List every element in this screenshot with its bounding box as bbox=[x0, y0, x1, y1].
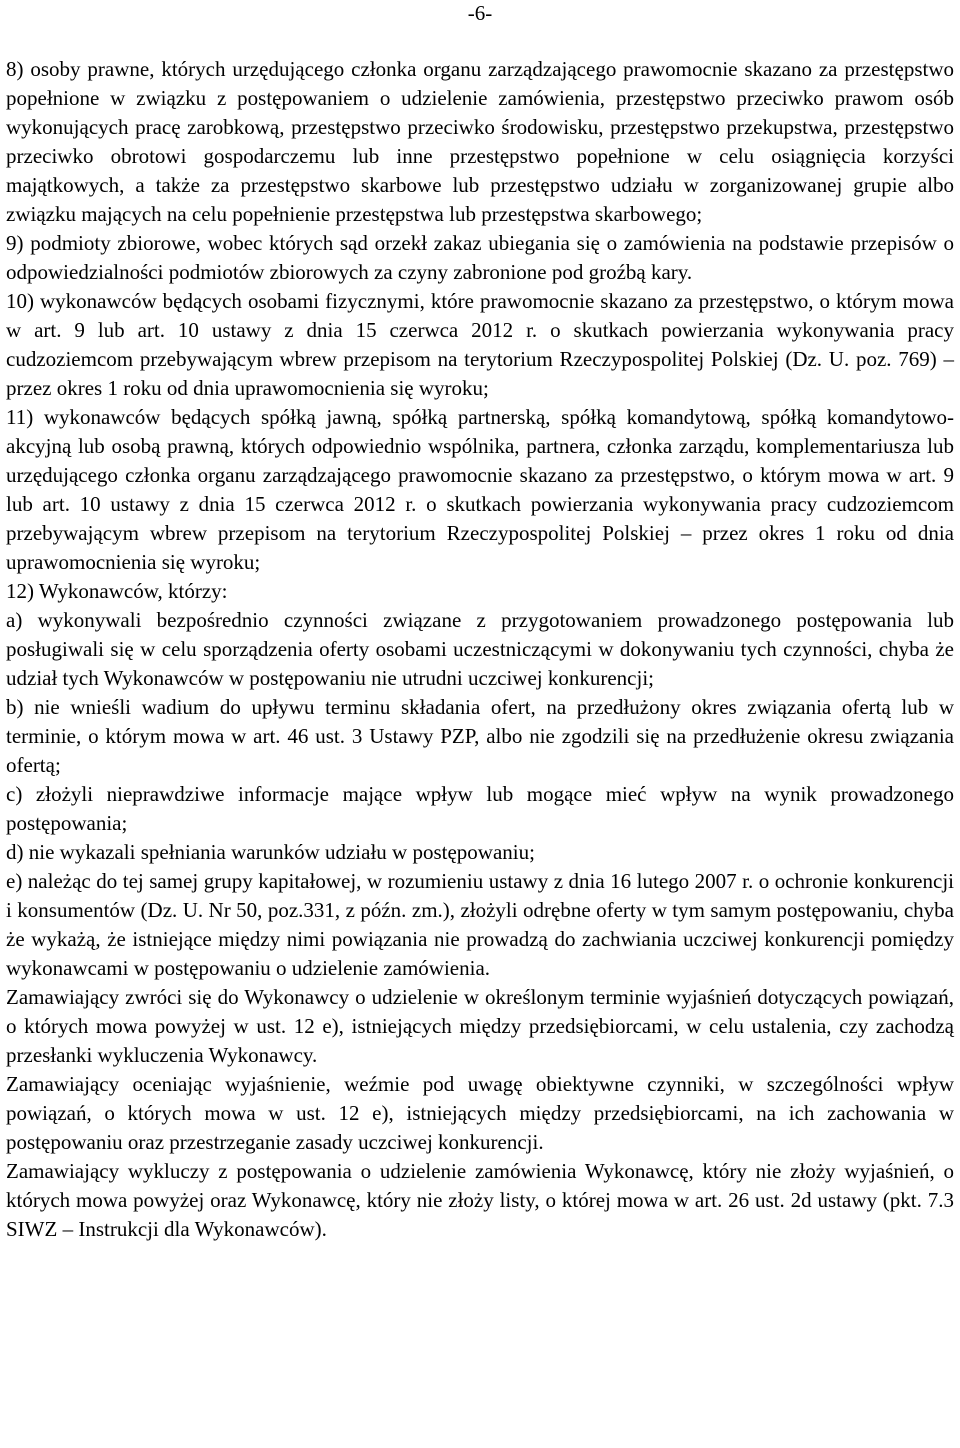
paragraph-item-12c: c) złożyli nieprawdziwe informacje mające wpływ lub mogące mieć wpływ na wynik prowadzonego postępowania; bbox=[6, 782, 954, 835]
page-number: -6- bbox=[467, 1, 493, 25]
document-body bbox=[6, 55, 954, 1244]
paragraph-exclusion: Zamawiający wykluczy z postępowania o udzielenie zamówienia Wykonawcę, który nie złoży wyjaśnień, o których mowa powyżej oraz Wykonawcę, który nie złoży listy, o której mowa w art. 26 ust. 2d ustawy (pkt. 7.3 SIWZ – Instrukcji dla Wykonawców). bbox=[6, 1159, 954, 1241]
paragraph-explanation-request: Zamawiający zwróci się do Wykonawcy o udzielenie w określonym terminie wyjaśnień dotyczących powiązań, o których mowa powyżej w ust. 12 e), istniejących między przedsiębiorcami, w celu ustalenia, czy zachodzą przesłanki wykluczenia Wykonawcy. bbox=[6, 985, 954, 1067]
paragraph-explanation-assessment: Zamawiający oceniając wyjaśnienie, weźmie pod uwagę obiektywne czynniki, w szczególności wpływ powiązań, o których mowa w ust. 12 e), istniejących między przedsiębiorcami, na ich zachowania w postępowaniu oraz przestrzeganie zasady uczciwej konkurencji. bbox=[6, 1072, 954, 1154]
paragraph-item-10: 10) wykonawców będących osobami fizycznymi, które prawomocnie skazano za przestępstwo, o którym mowa w art. 9 lub art. 10 ustawy z dnia 15 czerwca 2012 r. o skutkach powierzania wykonywania pracy cudzoziemcom przebywającym wbrew przepisom na terytorium Rzeczypospolitej Polskiej (Dz. U. poz. 769) – przez okres 1 roku od dnia uprawomocnienia się wyroku; bbox=[6, 289, 954, 400]
paragraph-item-9: 9) podmioty zbiorowe, wobec których sąd orzekł zakaz ubiegania się o zamówienia na podstawie przepisów o odpowiedzialności podmiotów zbiorowych za czyny zabronione pod groźbą kary. bbox=[6, 231, 954, 284]
paragraph-item-11: 11) wykonawców będących spółką jawną, spółką partnerską, spółką komandytową, spółką komandytowo-akcyjną lub osobą prawną, których odpowiednio wspólnika, partnera, członka zarządu, komplementariusza lub urzędującego członka organu zarządzającego prawomocnie skazano za przestępstwo, o którym mowa w art. 9 lub art. 10 ustawy z dnia 15 czerwca 2012 r. o skutkach powierzania wykonywania pracy cudzoziemcom przebywającym wbrew przepisom na terytorium Rzeczypospolitej Polskiej – przez okres 1 roku od dnia uprawomocnienia się wyroku; bbox=[6, 405, 954, 574]
paragraph-item-12e: e) należąc do tej samej grupy kapitałowej, w rozumieniu ustawy z dnia 16 lutego 2007 r. o ochronie konkurencji i konsumentów (Dz. U. Nr 50, poz.331, z późn. zm.), złożyli odrębne oferty w tym samym postępowaniu, chyba że wykażą, że istniejące między nimi powiązania nie prowadzą do zachwiania uczciwej konkurencji pomiędzy wykonawcami w postępowaniu o udzielenie zamówienia. bbox=[6, 869, 954, 980]
paragraph-item-12d: d) nie wykazali spełniania warunków udziału w postępowaniu; bbox=[6, 840, 535, 864]
paragraph-item-12b: b) nie wnieśli wadium do upływu terminu składania ofert, na przedłużony okres związania ofertą lub w terminie, o którym mowa w art. 46 ust. 3 Ustawy PZP, albo nie zgodzili się na przedłużenie okresu związania ofertą; bbox=[6, 695, 954, 777]
paragraph-item-8: 8) osoby prawne, których urzędującego członka organu zarządzającego prawomocnie skazano za przestępstwo popełnione w związku z postępowaniem o udzielenie zamówienia, przestępstwo przeciwko prawom osób wykonujących pracę zarobkową, przestępstwo przeciwko środowisku, przestępstwo przekupstwa, przestępstwo przeciwko obrotowi gospodarczemu lub inne przestępstwo popełnione w celu osiągnięcia korzyści majątkowych, a także za przestępstwo skarbowe lub przestępstwo udziału w zorganizowanej grupie albo związku mających na celu popełnienie przestępstwa lub przestępstwa skarbowego; bbox=[6, 57, 954, 226]
paragraph-item-12: 12) Wykonawców, którzy: bbox=[6, 579, 228, 603]
paragraph-item-12a: a) wykonywali bezpośrednio czynności związane z przygotowaniem prowadzonego postępowania lub posługiwali się w celu sporządzenia oferty osobami uczestniczącymi w dokonywaniu tych czynności, chyba że udział tych Wykonawców w postępowaniu nie utrudni uczciwej konkurencji; bbox=[6, 608, 954, 690]
document-page bbox=[6, 0, 954, 1448]
